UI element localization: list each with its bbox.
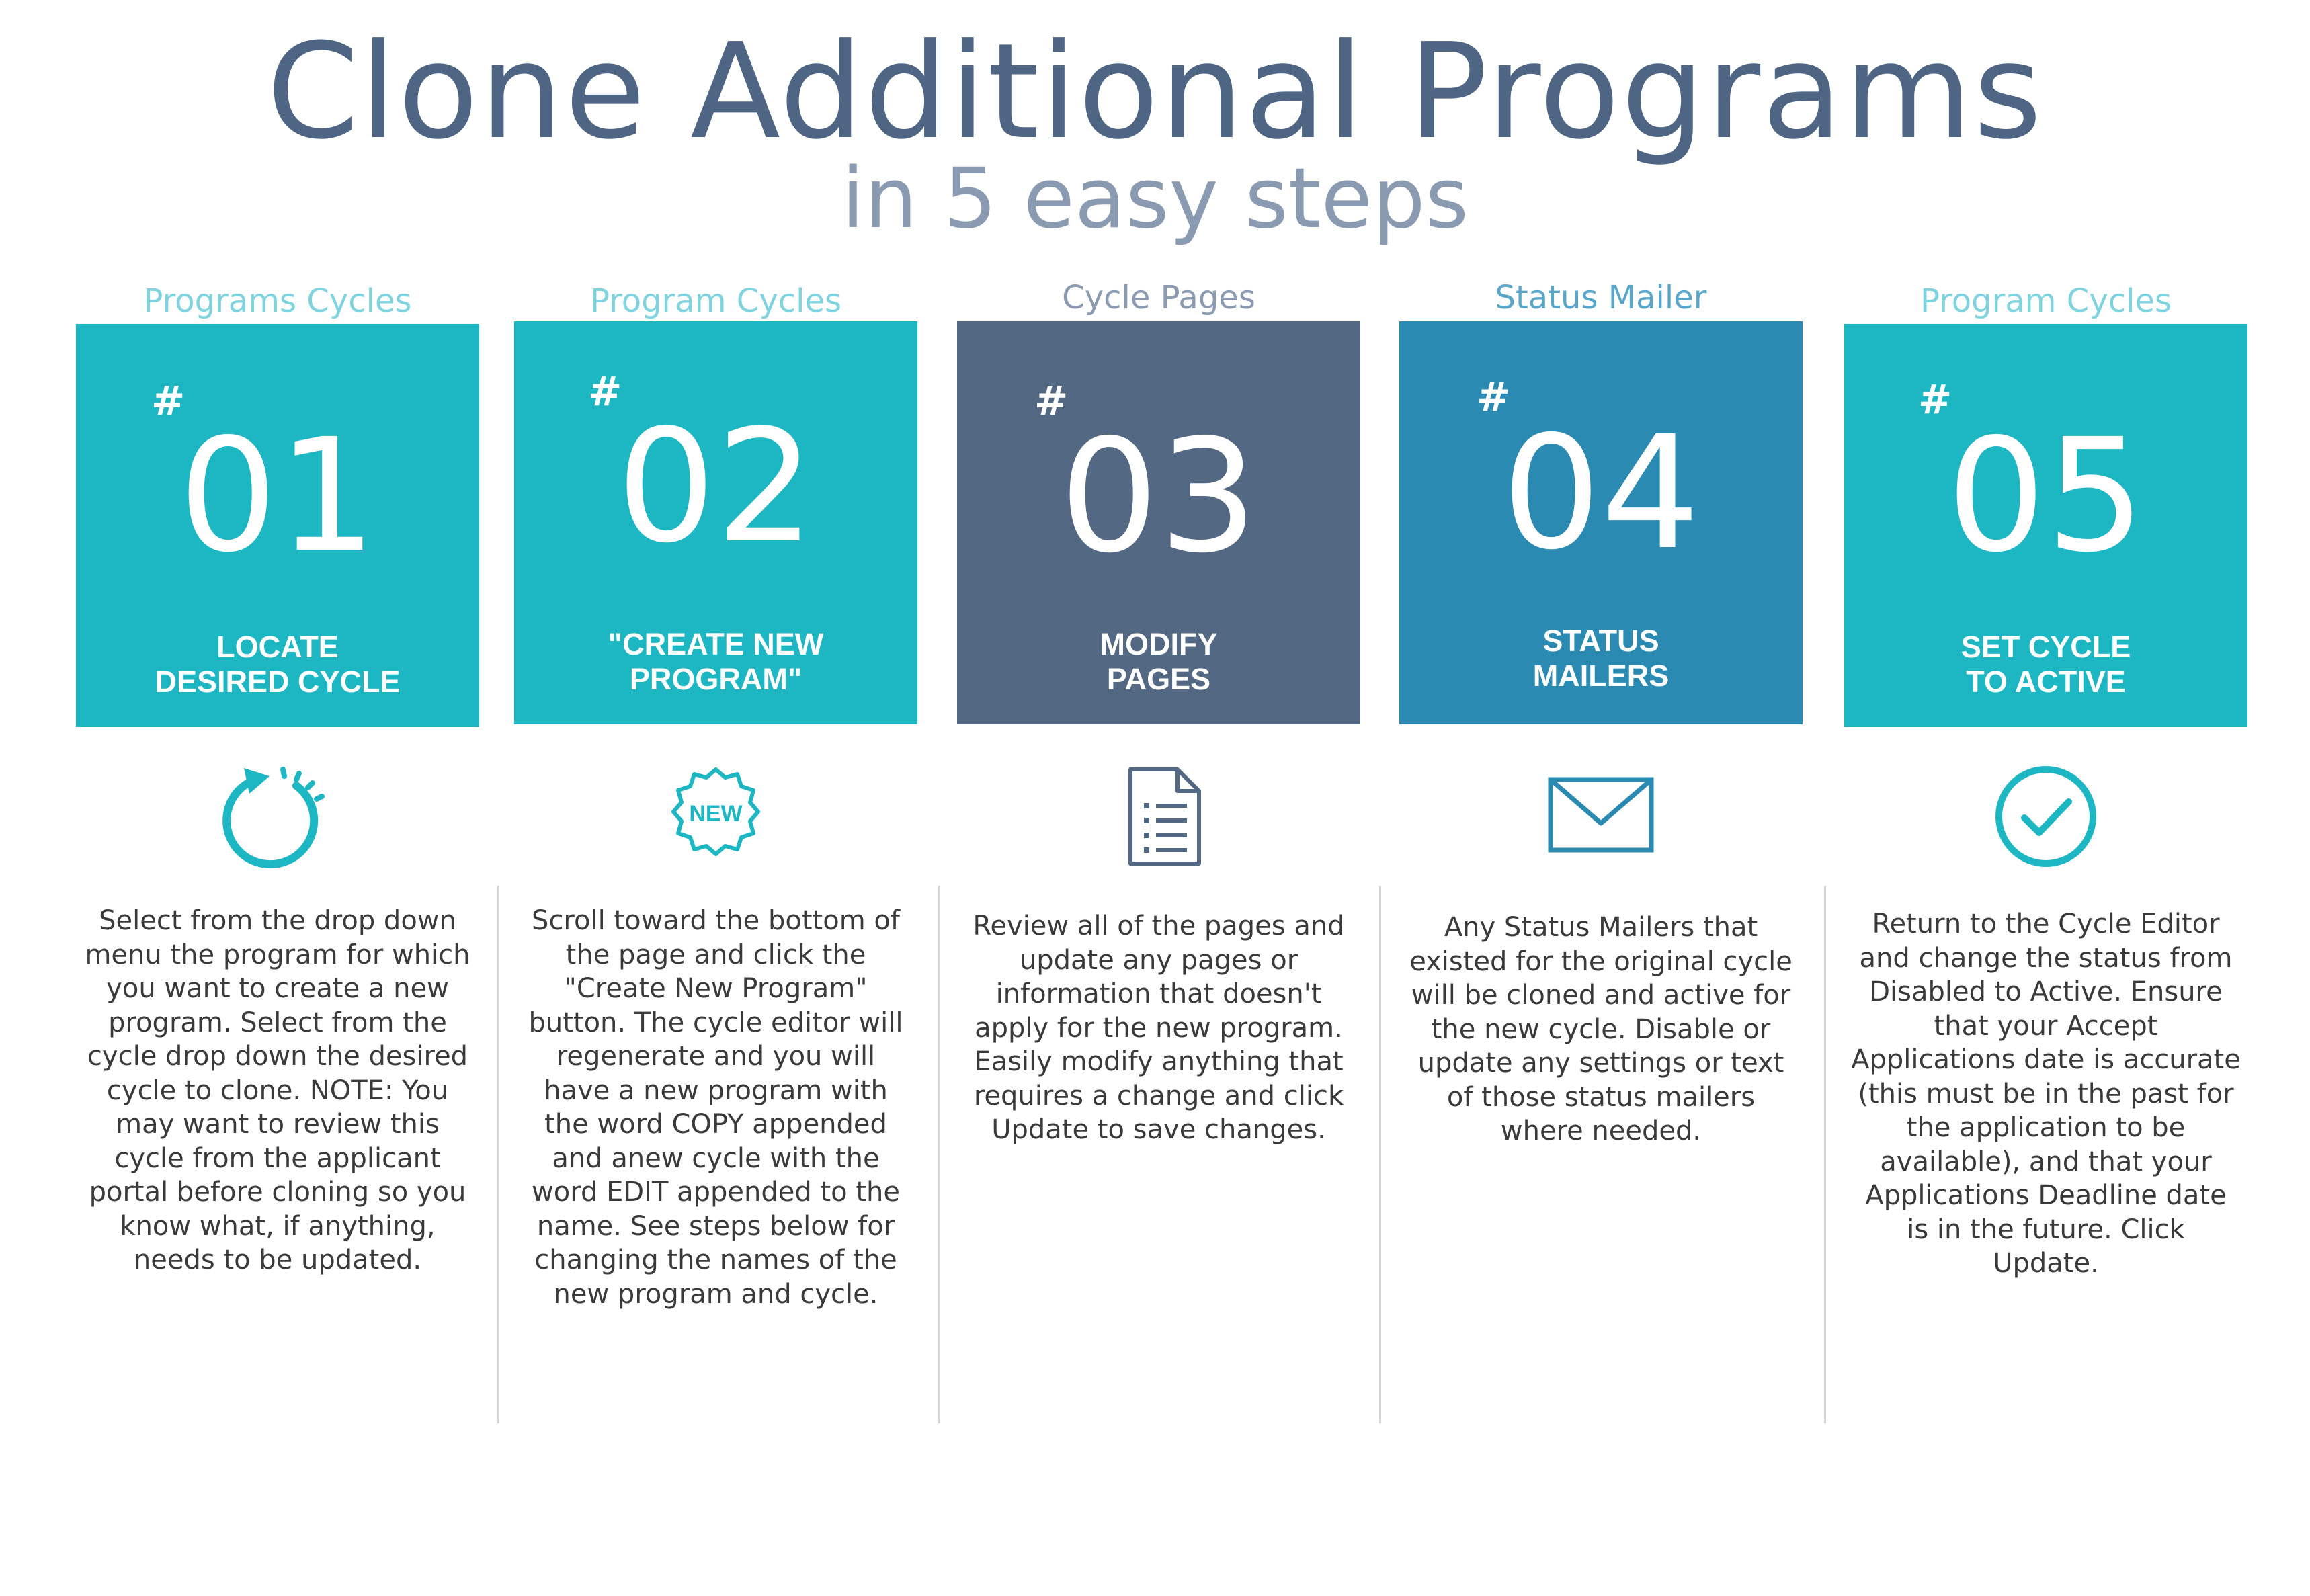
step-label-line: MODIFY: [1100, 627, 1218, 661]
hash-symbol: #: [588, 368, 622, 415]
step-number: 04: [1501, 403, 1700, 584]
hash-symbol: #: [1034, 378, 1069, 425]
step-4: [1399, 0, 1803, 1596]
step-category: Cycle Pages: [1062, 279, 1255, 317]
step-card: [1399, 321, 1803, 724]
step-3: [957, 0, 1360, 1596]
step-label-line: MAILERS: [1532, 659, 1669, 693]
step-label-line: TO ACTIVE: [1966, 665, 2126, 699]
step-number: 01: [178, 405, 377, 587]
step-number: 02: [616, 396, 815, 577]
hash-symbol: #: [1918, 376, 1952, 423]
page-subtitle: in 5 easy steps: [841, 151, 1469, 247]
step-description: Scroll toward the bottom of the page and click the "Create New Program" button. The cycle editor will regenerate and you will have a new program with the word COPY appended and anew cycle with the word EDIT appended to the name. See steps below for changing the names of the new program and cycle.: [528, 905, 903, 1310]
step-label: [514, 627, 917, 697]
step-label-line: LOCATE: [216, 630, 339, 664]
step-description: Review all of the pages and update any pages or information that doesn't apply for the new program. Easily modify anything that requires a change and click Update to save changes.: [973, 911, 1345, 1145]
step-label: [1399, 624, 1803, 694]
step-label-line: SET CYCLE: [1961, 630, 2131, 664]
step-description: Select from the drop down menu the program for which you want to create a new program. Select from the cycle drop down the desired cycle to clone. NOTE: You may want to review this cycle from the applicant portal before cloning so you know what, if anything, needs to be updated.: [85, 905, 470, 1275]
step-label: [76, 630, 479, 700]
page-title: Clone Additional Programs: [266, 15, 2044, 169]
column-divider: [938, 886, 940, 1423]
step-description: Any Status Mailers that existed for the original cycle will be cloned and active for the new cycle. Disable or update any settings or text of those status mailers where needed.: [1409, 912, 1792, 1146]
hash-symbol: #: [151, 378, 185, 425]
step-card: [1844, 324, 2247, 727]
step-number: 05: [1946, 405, 2145, 587]
document-icon: [1098, 756, 1219, 877]
check-circle-icon: [1985, 756, 2106, 877]
step-card: [76, 324, 479, 727]
new-badge-icon: [655, 756, 776, 877]
hash-symbol: #: [1477, 374, 1511, 421]
step-label-line: PROGRAM": [629, 662, 802, 696]
step-label-line: "CREATE NEW: [608, 627, 824, 661]
step-number: 03: [1059, 406, 1258, 587]
step-label-line: DESIRED CYCLE: [155, 665, 401, 699]
column-divider: [1379, 886, 1381, 1423]
column-divider: [1824, 886, 1826, 1423]
step-card: [514, 321, 917, 724]
step-description: Return to the Cycle Editor and change the status from Disabled to Active. Ensure that your Accept Applications date is accurate (this must be in the past for the application to be available), and that your Applications Deadline date is in the future. Click Update.: [1851, 909, 2241, 1279]
refresh-circle-icon: [217, 756, 338, 877]
step-2: [514, 0, 917, 1596]
step-label: [957, 627, 1360, 697]
step-1: [76, 0, 479, 1596]
step-category: Status Mailer: [1495, 279, 1707, 317]
svg-text:NEW: NEW: [689, 801, 743, 827]
step-label-line: PAGES: [1106, 662, 1211, 696]
column-divider: [497, 886, 499, 1423]
step-category: Program Cycles: [590, 282, 841, 320]
step-5: [1844, 0, 2247, 1596]
step-card: [957, 321, 1360, 724]
step-category: Programs Cycles: [143, 282, 412, 320]
step-label-line: STATUS: [1542, 624, 1659, 658]
step-category: Program Cycles: [1920, 282, 2172, 320]
envelope-icon: [1540, 756, 1661, 877]
step-label: [1844, 630, 2247, 700]
